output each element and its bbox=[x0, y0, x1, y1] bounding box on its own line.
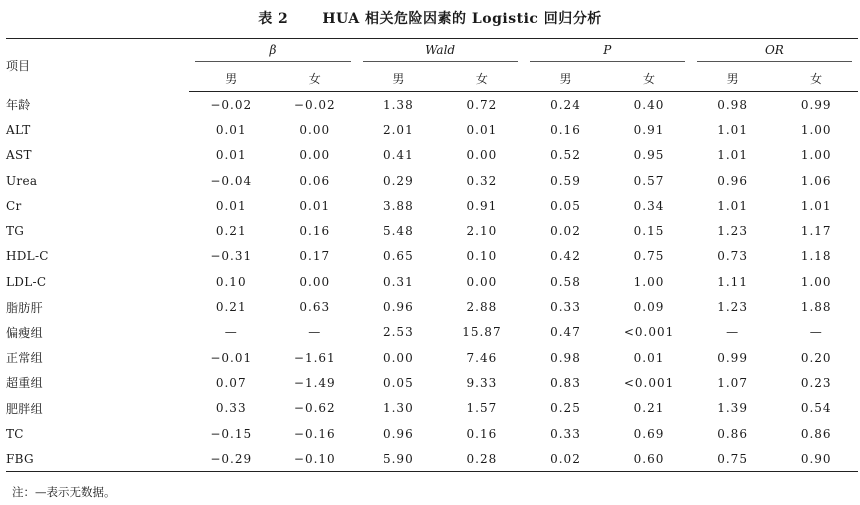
table-cell: 0.42 bbox=[550, 249, 581, 264]
table-row bbox=[6, 269, 858, 294]
group-header-p: P bbox=[524, 39, 691, 66]
table-row bbox=[6, 168, 858, 193]
row-label: Urea bbox=[6, 173, 38, 188]
table-cell: 0.24 bbox=[550, 97, 581, 112]
row-label: 年龄 bbox=[6, 97, 31, 112]
row-label: 肥胖组 bbox=[6, 401, 43, 416]
table-caption: HUA 相关危险因素的 Logistic 回归分析 bbox=[322, 11, 602, 27]
table-cell: 0.33 bbox=[550, 426, 581, 441]
table-cell: 0.41 bbox=[382, 148, 414, 163]
sub-header: 女 bbox=[273, 65, 357, 92]
sub-header: 女 bbox=[607, 65, 691, 92]
table-cell: 0.98 bbox=[717, 97, 748, 112]
row-label: Cr bbox=[6, 198, 22, 213]
table-cell: 0.00 bbox=[466, 274, 498, 289]
sub-header: 男 bbox=[691, 65, 775, 92]
table-cell: 0.01 bbox=[215, 148, 247, 163]
table-cell: −0.02 bbox=[293, 97, 336, 112]
table-number: 表 2 bbox=[258, 11, 289, 27]
table-cell: 0.10 bbox=[466, 249, 498, 264]
row-label: ALT bbox=[6, 122, 31, 137]
table-cell: <0.001 bbox=[623, 325, 675, 340]
table-cell: 1.18 bbox=[800, 249, 832, 264]
table-cell: 0.86 bbox=[717, 426, 748, 441]
table-cell: 2.10 bbox=[466, 224, 498, 239]
sub-header: 男 bbox=[357, 65, 441, 92]
table-cell: 0.99 bbox=[717, 350, 748, 365]
table-cell: 1.00 bbox=[800, 148, 832, 163]
table-cell: 0.73 bbox=[717, 249, 748, 264]
row-label: LDL-C bbox=[6, 274, 47, 289]
table-cell: 0.00 bbox=[299, 122, 331, 137]
table-cell: 1.00 bbox=[633, 274, 665, 289]
row-label: 脂肪肝 bbox=[6, 300, 43, 315]
table-cell: 1.06 bbox=[800, 173, 832, 188]
table-cell: 0.00 bbox=[299, 148, 331, 163]
table-body bbox=[6, 92, 858, 472]
table-cell: 0.05 bbox=[382, 375, 414, 390]
table-cell: — bbox=[224, 325, 238, 340]
table-cell: 0.02 bbox=[524, 446, 608, 472]
sub-header: 女 bbox=[440, 65, 524, 92]
table-cell: 0.00 bbox=[299, 274, 331, 289]
table-cell: 0.00 bbox=[382, 350, 414, 365]
table-cell: 1.00 bbox=[800, 274, 832, 289]
row-label: FBG bbox=[6, 446, 189, 472]
table-cell: 0.07 bbox=[215, 375, 247, 390]
table-cell: −0.29 bbox=[189, 446, 273, 472]
header-row-groups bbox=[6, 39, 858, 66]
table-row bbox=[6, 92, 858, 118]
table-cell: 0.99 bbox=[800, 97, 832, 112]
table-cell: 9.33 bbox=[466, 375, 498, 390]
table-cell: 0.21 bbox=[633, 401, 665, 416]
table-cell: 0.33 bbox=[215, 401, 247, 416]
table-cell: −0.04 bbox=[210, 173, 253, 188]
table-row bbox=[6, 320, 858, 345]
table-cell: 0.29 bbox=[382, 173, 414, 188]
table-note: 注：—表示无数据。 bbox=[12, 485, 116, 499]
table-cell: 1.01 bbox=[800, 198, 832, 213]
table-cell: 1.00 bbox=[800, 122, 832, 137]
table-cell: 0.95 bbox=[633, 148, 665, 163]
table-cell: 1.01 bbox=[717, 198, 748, 213]
table-row bbox=[6, 193, 858, 218]
table-cell: 0.32 bbox=[466, 173, 498, 188]
table-row bbox=[6, 218, 858, 243]
table-cell: 15.87 bbox=[462, 325, 502, 340]
table-row bbox=[6, 117, 858, 142]
table-cell: 0.63 bbox=[299, 300, 331, 315]
table-cell: 5.90 bbox=[357, 446, 441, 472]
table-cell: 0.09 bbox=[633, 300, 665, 315]
table-cell: 0.16 bbox=[299, 224, 331, 239]
table-cell: 0.28 bbox=[440, 446, 524, 472]
group-header-or: OR bbox=[691, 39, 858, 66]
table-cell: 1.17 bbox=[800, 224, 832, 239]
table-cell: — bbox=[809, 325, 823, 340]
table-cell: 0.59 bbox=[550, 173, 581, 188]
table-row bbox=[6, 294, 858, 319]
table-cell: 0.96 bbox=[382, 300, 414, 315]
table-cell: 0.75 bbox=[633, 249, 665, 264]
item-header: 项目 bbox=[6, 39, 189, 92]
table-cell: 0.10 bbox=[215, 274, 247, 289]
table-cell: 0.01 bbox=[466, 122, 498, 137]
table-cell: 0.96 bbox=[382, 426, 414, 441]
table-cell: 1.07 bbox=[717, 375, 748, 390]
table-cell: 1.23 bbox=[717, 224, 748, 239]
table-cell: 0.75 bbox=[691, 446, 775, 472]
table-cell: 1.38 bbox=[382, 97, 414, 112]
table-cell: 0.91 bbox=[633, 122, 665, 137]
table-cell: −0.10 bbox=[273, 446, 357, 472]
table-cell: −0.15 bbox=[210, 426, 253, 441]
table-cell: 0.90 bbox=[774, 446, 858, 472]
table-row bbox=[6, 446, 858, 472]
table-cell: 0.31 bbox=[382, 274, 414, 289]
group-header-wald: Wald bbox=[357, 39, 524, 66]
table-cell: 0.21 bbox=[215, 300, 247, 315]
row-label: 偏瘦组 bbox=[6, 325, 43, 340]
table-cell: 3.88 bbox=[382, 198, 414, 213]
table-cell: −0.02 bbox=[210, 97, 253, 112]
table-cell: 1.11 bbox=[717, 274, 748, 289]
table-cell: 0.98 bbox=[550, 350, 581, 365]
table-cell: −0.62 bbox=[293, 401, 336, 416]
table-cell: 0.57 bbox=[633, 173, 665, 188]
table-cell: 0.05 bbox=[550, 198, 581, 213]
table-cell: 0.16 bbox=[550, 122, 581, 137]
sub-header: 男 bbox=[524, 65, 608, 92]
table-cell: 0.91 bbox=[466, 198, 498, 213]
table-cell: 0.01 bbox=[215, 122, 247, 137]
table-cell: 0.58 bbox=[550, 274, 581, 289]
table-cell: 2.53 bbox=[382, 325, 414, 340]
table-cell: 1.01 bbox=[717, 148, 748, 163]
table-cell: 0.01 bbox=[299, 198, 331, 213]
table-cell: 1.57 bbox=[466, 401, 498, 416]
row-label: TC bbox=[6, 426, 24, 441]
row-label: 超重组 bbox=[6, 376, 43, 391]
table-cell: 0.21 bbox=[215, 224, 247, 239]
table-cell: −1.61 bbox=[293, 350, 336, 365]
table-cell: 0.02 bbox=[550, 224, 581, 239]
table-cell: 0.72 bbox=[466, 97, 498, 112]
table-cell: 1.23 bbox=[717, 300, 748, 315]
table-cell: 0.01 bbox=[633, 350, 665, 365]
table-cell: 0.54 bbox=[800, 401, 832, 416]
table-cell: 0.96 bbox=[717, 173, 748, 188]
table-cell: 0.23 bbox=[800, 375, 832, 390]
table-cell: 0.40 bbox=[633, 97, 665, 112]
table-cell: 0.00 bbox=[466, 148, 498, 163]
table-cell: 5.48 bbox=[382, 224, 414, 239]
table-cell: 0.15 bbox=[633, 224, 665, 239]
table-cell: 0.01 bbox=[215, 198, 247, 213]
table-cell: −0.01 bbox=[210, 350, 253, 365]
table-row bbox=[6, 244, 858, 269]
group-header-beta: β bbox=[189, 39, 356, 66]
table-cell: 0.34 bbox=[633, 198, 665, 213]
table-cell: 0.33 bbox=[550, 300, 581, 315]
table-cell: — bbox=[726, 325, 740, 340]
table-row bbox=[6, 370, 858, 395]
table-cell: 0.47 bbox=[550, 325, 581, 340]
table-cell: 7.46 bbox=[466, 350, 498, 365]
table-cell: 0.06 bbox=[299, 173, 331, 188]
logistic-regression-table bbox=[6, 38, 858, 472]
sub-header: 女 bbox=[774, 65, 858, 92]
table-title bbox=[0, 8, 860, 28]
table-cell: 0.86 bbox=[800, 426, 832, 441]
table-cell: 0.52 bbox=[550, 148, 581, 163]
table-cell: 1.01 bbox=[717, 122, 748, 137]
table-row bbox=[6, 345, 858, 370]
table-cell: 0.17 bbox=[299, 249, 331, 264]
table-cell: 0.20 bbox=[800, 350, 832, 365]
table-cell: 1.30 bbox=[382, 401, 414, 416]
table-cell: 0.25 bbox=[550, 401, 581, 416]
table-cell: 0.60 bbox=[607, 446, 691, 472]
table-cell: 1.88 bbox=[800, 300, 832, 315]
row-label: TG bbox=[6, 224, 25, 239]
table-row bbox=[6, 421, 858, 446]
row-label: HDL-C bbox=[6, 249, 49, 264]
table-cell: — bbox=[308, 325, 322, 340]
table-cell: 2.01 bbox=[382, 122, 414, 137]
sub-header: 男 bbox=[189, 65, 273, 92]
table-cell: <0.001 bbox=[623, 375, 675, 390]
table-cell: 0.83 bbox=[550, 375, 581, 390]
table-cell: 2.88 bbox=[466, 300, 498, 315]
table-cell: −0.31 bbox=[210, 249, 253, 264]
table-cell: 0.16 bbox=[466, 426, 498, 441]
row-label: 正常组 bbox=[6, 351, 43, 366]
table-cell: 1.39 bbox=[717, 401, 748, 416]
table-cell: 0.69 bbox=[633, 426, 665, 441]
table-row bbox=[6, 143, 858, 168]
table-cell: −1.49 bbox=[293, 375, 336, 390]
row-label: AST bbox=[6, 148, 32, 163]
table-cell: −0.16 bbox=[293, 426, 336, 441]
table-cell: 0.65 bbox=[382, 249, 414, 264]
table-row bbox=[6, 396, 858, 421]
